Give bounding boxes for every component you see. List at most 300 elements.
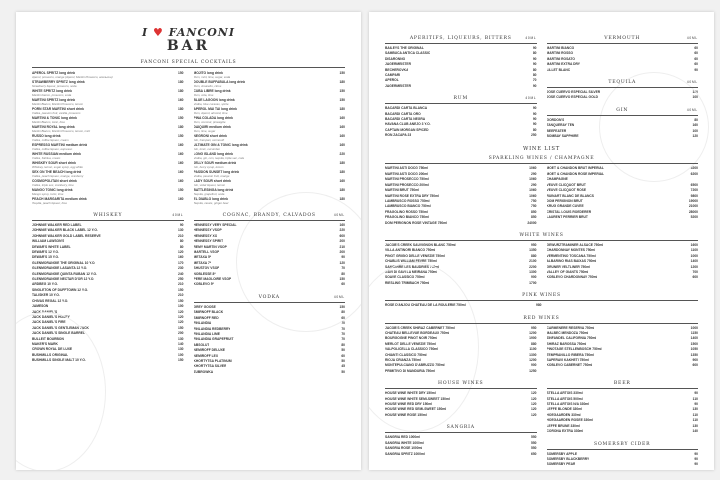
section-title: WHITE WINES xyxy=(385,231,698,241)
menu-item-name: MALBEC MENDOZA 750ml xyxy=(546,331,589,335)
menu-item-name: SINGLETON OF DUFFTOWN 12 Y.O. xyxy=(32,287,89,292)
menu-item-name: PORN STAR MARTINI short drink xyxy=(32,107,84,111)
menu-item-name: TANQUERAY TEN xyxy=(546,123,575,128)
menu-item-price: 90 xyxy=(532,62,537,67)
menu-item-price: 140 xyxy=(177,341,184,346)
menu-item-name: ULTIMATE GIN & TONIC long drink xyxy=(193,143,248,147)
menu-item-price: 60 xyxy=(694,51,698,56)
section-title: GIN xyxy=(616,107,629,113)
menu-item-price: 1200 xyxy=(690,264,698,269)
section-header xyxy=(32,211,184,221)
menu-item-name: DAIQUIRI medium drink xyxy=(193,125,231,129)
menu-item-price: 150 xyxy=(177,325,184,330)
menu-item-price: 1100 xyxy=(690,248,698,253)
menu-item-price: 28000 xyxy=(688,209,698,214)
menu-item xyxy=(194,282,346,287)
volume-label: 40ML xyxy=(686,36,698,40)
menu-item-name: MAKER'S MARK xyxy=(32,341,58,346)
menu-item-price: 90 xyxy=(341,255,345,260)
section-sparkling xyxy=(385,154,698,225)
menu-item-price: 250 xyxy=(530,133,537,138)
menu-item-price: 80 xyxy=(532,73,537,78)
menu-item-price: 80 xyxy=(341,342,345,347)
menu-item-price: 120 xyxy=(530,412,537,417)
menu-item-price: 130 xyxy=(177,336,184,341)
menu-item-price: 50 xyxy=(341,358,345,363)
menu-item-name: SANGRIA SPRITZ 1000ml xyxy=(385,451,425,456)
menu-item-name: GRUNER VELTLINER 750ml xyxy=(546,264,591,269)
menu-item-price: 90 xyxy=(179,223,184,227)
menu-item-price: 1060 xyxy=(529,166,537,171)
menu-item-price: 5200 xyxy=(690,215,698,220)
menu-item-name: SOMERSBY PEAR xyxy=(546,462,576,467)
menu-item xyxy=(385,281,537,286)
menu-item-price: 80 xyxy=(341,310,345,315)
section-signature-cocktails xyxy=(32,58,345,206)
menu-item-price: 60 xyxy=(341,282,345,287)
menu-item-price: 1700 xyxy=(529,280,537,285)
menu-item-name: ESPRESSO MARTINI medium drink xyxy=(32,143,88,147)
menu-item-name: CRISTAL LOUIS ROEDERER xyxy=(546,209,592,214)
menu-item-name: APEROL xyxy=(385,78,399,83)
menu-item-name: HOEGAARDEN 330ml xyxy=(546,412,581,417)
menu-item-name: SOAVE CLASSICO 750ml xyxy=(385,275,425,280)
menu-item-price: 180 xyxy=(177,125,184,129)
menu-item-name: KOBLEVO CHARDONNAY 750ml xyxy=(546,275,598,280)
menu-item-name: BLUE LAGOON long drink xyxy=(193,98,235,102)
section-title: HOUSE WINES xyxy=(385,379,537,389)
menu-item-price: 600 xyxy=(692,275,698,280)
menu-item-price: 160 xyxy=(177,170,184,174)
menu-item-name: METAXA 7* xyxy=(193,260,212,265)
menu-item-name: HOUSE WINE WHITE DRY 150ml xyxy=(385,391,436,396)
menu-item-name: LAMBRUSCO ROSSO 750ml xyxy=(385,198,430,203)
menu-item-price: 130 xyxy=(692,407,698,412)
menu-item-price: 90 xyxy=(694,67,698,72)
menu-item-name: SEX ON THE BEACH long drink xyxy=(32,170,82,174)
menu-item-name: JELLY SOUR medium drink xyxy=(193,161,237,165)
menu-item-price: 150 xyxy=(177,116,184,120)
heart-icon: ♥ xyxy=(152,26,164,39)
menu-item-price: 210 xyxy=(339,244,345,249)
menu-item-price: 160 xyxy=(339,134,345,138)
menu-item xyxy=(547,462,699,467)
menu-item-name: BACARDI CARTA ORO xyxy=(385,111,421,116)
menu-item-name: DISARONNO xyxy=(385,56,406,61)
menu-item-description: Vodka, coffee liqueur, espresso xyxy=(32,148,73,152)
menu-item-price: 70 xyxy=(341,331,345,336)
menu-item-price: 24000 xyxy=(527,220,537,225)
menu-item-description: Gin, berry syrup, lemon xyxy=(193,166,224,170)
menu-item-name: MARTINI EXTRA DRY xyxy=(546,62,580,67)
menu-item-name: MARTINI PROSECCO 200ml xyxy=(385,182,429,187)
section-header xyxy=(194,211,346,221)
menu-item-price: 1300 xyxy=(529,269,537,274)
menu-item xyxy=(547,363,699,368)
menu-item-name: JOHNNIE WALKER RED LABEL xyxy=(32,223,82,227)
menu-item-price: 180 xyxy=(177,89,184,93)
menu-item-price: 900 xyxy=(692,358,698,363)
menu-item-price: 150 xyxy=(339,277,345,282)
menu-item-description: Vodka, coffee liqueur, cream xyxy=(32,139,69,143)
menu-item-price: 290 xyxy=(530,182,537,187)
section-house-wines xyxy=(385,379,537,418)
menu-item-name: MARTINI & TONIC long drink xyxy=(32,116,77,120)
wine-list-title: WINE LIST xyxy=(522,146,561,153)
menu-item-price: 160 xyxy=(177,143,184,147)
menu-item-name: KRUG GRANDE CUVEE xyxy=(546,204,584,209)
menu-item-name: LADY SOUR short drink xyxy=(193,179,231,183)
menu-item-price: 1500 xyxy=(690,341,698,346)
menu-item-price: 60 xyxy=(694,62,698,67)
menu-item-name: JAGERMEISTER xyxy=(385,83,412,88)
menu-item-price: 5200 xyxy=(690,166,698,171)
volume-label: 40ML xyxy=(525,96,537,101)
menu-item-name: HOUSE WINE ROSE 150ml xyxy=(385,412,427,417)
menu-item-description: Whiskey, lemon, sugar syrup, egg white xyxy=(32,166,83,170)
menu-item-price: 90 xyxy=(694,402,698,407)
menu-item-name: VEUVE CLICQUOT BRUT xyxy=(546,182,586,187)
menu-item-name: JACK DANIEL'S FIRE xyxy=(32,320,66,325)
menu-item-price: 150 xyxy=(177,358,184,363)
menu-item-price: 1200 xyxy=(529,331,537,335)
section-title: SANGRIA xyxy=(385,423,537,433)
menu-item-name: SAPERAVI KAKHETI 750ml xyxy=(546,358,589,363)
menu-item-price: 80 xyxy=(532,67,537,72)
menu-item-price: 650 xyxy=(530,451,537,456)
menu-item-name: BOMBAY SAPPHIRE xyxy=(546,134,579,139)
menu-item-name: BACARDI CARTA NEGRA xyxy=(385,117,426,122)
menu-item-name: GREY GOOSE xyxy=(193,304,216,309)
volume-label: 40ML xyxy=(525,36,537,40)
menu-item-name: LONG ISLAND long drink xyxy=(193,152,234,156)
section-cider xyxy=(547,440,699,468)
menu-item-price: 160 xyxy=(339,223,345,227)
menu-item-name: APEROL MAI TAI long drink xyxy=(193,107,237,111)
menu-item-price: 60 xyxy=(341,315,345,320)
menu-item-price: 1050 xyxy=(690,347,698,352)
volume-label: 40ML xyxy=(686,80,698,85)
menu-item-name: DEWAR'S 15 Y.O. xyxy=(32,255,59,260)
menu-item-price: 200 xyxy=(339,250,345,255)
menu-item-price: 120 xyxy=(692,134,698,139)
menu-item-price: 1400 xyxy=(690,259,698,264)
menu-item-name: FRAGOLINO ROSSO 750ml xyxy=(385,209,428,214)
menu-item-name: JOHNNIE WALKER BLACK LABEL 12 Y.O. xyxy=(32,228,98,233)
menu-item-name: JACOB'S CREEK SHIRAZ CABERNET 750ml xyxy=(385,325,455,330)
menu-item-name: HENNESSY VSOP xyxy=(193,228,222,233)
menu-item-name: WILLIAM LAWSON'S xyxy=(32,239,65,244)
menu-item-name: MARTINI ROSSO xyxy=(546,51,574,56)
menu-item-price: 50 xyxy=(341,369,345,374)
menu-item-description: Vodka, passion fruit, vanilla, prosecco xyxy=(32,112,81,116)
section-header xyxy=(194,293,346,303)
menu-item-price: 60 xyxy=(694,56,698,61)
section-title: PINK WINES xyxy=(385,291,698,301)
menu-item-name: BECHEROVKA xyxy=(385,67,409,72)
menu-item-price: 1350 xyxy=(529,248,537,253)
menu-item-description: Rum, Amaretto, citrus xyxy=(193,85,222,89)
menu-item-name: BULLEIT BOURBON xyxy=(32,336,64,341)
menu-item-name: CHIANTI CLASSICO 750ml xyxy=(385,352,427,357)
menu-item-name: VERMENTINO TOSCANA 750ml xyxy=(546,253,596,258)
menu-item-name: REMY MARTIN VSOP xyxy=(193,244,227,249)
menu-item xyxy=(385,452,537,457)
menu-item-name: NEMIROFF DELUXE xyxy=(193,348,226,353)
menu-item-name: MARTINI ASTI DOCG 750ml xyxy=(385,166,429,171)
menu-item-price: 160 xyxy=(339,179,345,183)
menu-item-name: CAPTAIN MORGAN SPICED xyxy=(385,127,429,132)
menu-item-description: Martini bianco, prosecco, soda xyxy=(32,94,72,98)
menu-item-price: 100 xyxy=(177,304,184,309)
menu-item-description: Vodka, gin, rum, tequila, triple sec, cola xyxy=(193,157,244,161)
menu-item-price: 850 xyxy=(530,215,537,220)
menu-item-name: BUSHMILLS ORIGINAL xyxy=(32,352,69,357)
menu-item-description: Rum, mint, lime, sugar, soda xyxy=(193,76,231,80)
menu-item-name: MARTINI ASTI DOCG 200ml xyxy=(385,171,429,176)
section-title: SOMERSBY CIDER xyxy=(547,440,699,450)
menu-item-name: RUSSO long drink xyxy=(32,134,61,138)
menu-item-price: 1300 xyxy=(529,352,537,357)
section-aperitifs xyxy=(385,34,537,89)
menu-item-price: 550 xyxy=(530,435,537,440)
volume-label: 40ML xyxy=(333,294,345,299)
section-header xyxy=(385,34,537,44)
menu-item-name: HENNESSY XO xyxy=(193,233,218,238)
menu-item-name: SMIRNOFF BLACK xyxy=(193,310,224,315)
menu-item-name: HOUSE WINE RED SEMI-SWEET 150ml xyxy=(385,407,447,412)
menu-item-name: COSMOPOLITAN short drink xyxy=(32,179,77,183)
brand-text: I xyxy=(141,26,149,39)
menu-item-name: STELLA ARTOIS N/A 330ml xyxy=(546,402,590,407)
menu-item-name: PINOTAGE STELLENBOSCH 750ml xyxy=(546,347,602,352)
menu-item-price: 550 xyxy=(530,446,537,451)
menu-item-name: SANGRIA ROSE 1000ml xyxy=(385,446,423,451)
menu-item-price: 220 xyxy=(339,152,345,156)
menu-item-price: 180 xyxy=(339,197,345,201)
menu-item-price: 210 xyxy=(177,233,184,238)
menu-item-name: PEACH MARGARITA medium drink xyxy=(32,197,87,201)
section-title: RUM xyxy=(453,96,468,102)
menu-item-name: FINLANDIA xyxy=(193,321,212,326)
menu-item-name: GLENMORANGIE NECTAR D'OR 12 Y.O. xyxy=(32,277,95,282)
brand-text: FANCONI xyxy=(168,26,235,39)
menu-item-price: 100 xyxy=(692,90,698,95)
menu-item-description: Aperol, prosecco, orange (Aperol, Martini Prosecco, апельсин) xyxy=(32,76,113,80)
section-whiskey xyxy=(32,211,184,364)
menu-item-price: 250 xyxy=(177,277,184,282)
menu-item-description: Tequila, cassis, ginger beer xyxy=(193,202,229,206)
menu-item-name: JOHNNIE WALKER GOLD LABEL RESERVE xyxy=(32,233,101,238)
menu-item-name: GAVI DI GAVI LA MEIRANA 750ml xyxy=(385,269,438,274)
section-tequila xyxy=(547,78,699,101)
section-header xyxy=(547,78,699,88)
menu-item-name: CHATEAU BELLEVUE BORDEAUX 750ml xyxy=(385,331,450,335)
menu-item-price: 90 xyxy=(532,46,537,50)
menu-item-name: HAVANA CLUB ANEJO 3 Y.O. xyxy=(385,122,431,127)
menu-item-description: Martini Bianco, Martini Prosecco, lemon, mint xyxy=(32,130,90,134)
menu-page-left xyxy=(16,12,361,470)
menu-item-price: 550 xyxy=(530,440,537,445)
menu-item-price: 850 xyxy=(530,209,537,214)
menu-item xyxy=(385,221,537,226)
menu-item-price: 21000 xyxy=(688,204,698,209)
volume-label: 40ML xyxy=(333,213,345,217)
menu-item-price: 90 xyxy=(532,56,537,61)
section-header xyxy=(547,106,699,116)
menu-item-price: 80 xyxy=(341,271,345,276)
menu-item-price: 1600 xyxy=(690,242,698,247)
menu-item-name: RIOJA CRIANZA 750ml xyxy=(385,358,421,363)
menu-item-name: SANGRIA RED 1000ml xyxy=(385,435,421,440)
menu-item-price: 1060 xyxy=(529,193,537,198)
menu-item-price: 150 xyxy=(177,188,184,192)
section-title: FANCONI SPECIAL COCKTAILS xyxy=(32,58,345,68)
menu-item-name: PINOT GRIGIO DELLE VENEZIE 750ml xyxy=(385,253,445,258)
menu-item-name: SMIRNOFF RED xyxy=(193,315,219,320)
menu-item-name: MARTINI PROSECCO 750ml xyxy=(385,177,429,182)
menu-item-price: 1250 xyxy=(529,368,537,373)
menu-item-name: SANGRIA WHITE 1000ml xyxy=(385,440,424,445)
menu-item-description: Gin, violet liqueur, lemon xyxy=(193,184,226,188)
menu-item-name: LEFFE BRUNE 330ml xyxy=(546,423,580,428)
menu-item-name: GEWURZTRAMINER ALSACE 750ml xyxy=(546,242,604,247)
menu-item-name: BACARDI CARTA BLANCA xyxy=(385,106,428,111)
menu-item-name: VILLA ANTINORI BIANCO 750ml xyxy=(385,248,436,253)
menu-item-price: 130 xyxy=(177,347,184,352)
menu-item-name: JACK DANIEL'S SINGLE BARREL xyxy=(32,331,85,336)
section-vodka xyxy=(194,293,346,375)
menu-item-price: 150 xyxy=(177,134,184,138)
menu-item-price: 160 xyxy=(339,143,345,147)
menu-item-price: 70 xyxy=(532,78,537,83)
menu-item-name: APEROL SPRITZ long drink xyxy=(32,71,76,75)
volume-label: 40ML xyxy=(686,107,698,112)
menu-item-name: CUBA LIBRE long drink xyxy=(193,89,231,93)
menu-item-price: 210 xyxy=(177,282,184,287)
menu-item-price: 180 xyxy=(339,80,345,84)
section-beer xyxy=(547,379,699,434)
menu-item-name: STRAWBERRY SPRITZ long drink xyxy=(32,80,85,84)
menu-item-name: LILLET BLANC xyxy=(546,67,571,72)
menu-item xyxy=(547,429,699,434)
menu-item-price: 120 xyxy=(177,320,184,325)
menu-item-price: 1060 xyxy=(529,188,537,193)
menu-item-name: BATTLESINGA long drink xyxy=(193,188,234,192)
menu-item-price: 160 xyxy=(177,179,184,183)
menu-item-name: SANCERRE LES BAUDRIES 750ml xyxy=(385,264,440,269)
menu-item-description: Tequila, grapefruit, soda xyxy=(193,193,225,197)
menu-item-name: HENNESSY SPIRIT xyxy=(193,239,224,244)
menu-item-price: 1350 xyxy=(690,352,698,357)
menu-item xyxy=(194,370,346,375)
menu-item xyxy=(547,134,699,139)
menu-item-name: PINA COLADA long drink xyxy=(193,116,233,120)
menu-item-name: MERLOT DELLE VENEZIE 750ml xyxy=(385,341,436,346)
menu-item-name: SOMERSBY APPLE xyxy=(546,451,578,456)
menu-item-price: 180 xyxy=(177,80,184,84)
menu-item-name: DOUBLE BUFFABULA long drink xyxy=(193,80,246,84)
section-vermouth xyxy=(547,34,699,73)
menu-item-description: Rum, Aperol, almond, lime xyxy=(193,112,228,116)
section-title: WHISKEY xyxy=(93,213,123,218)
menu-item-name: CHARDONNAY MONTES 750ml xyxy=(546,248,596,253)
menu-item-price: 100 xyxy=(177,352,184,357)
menu-item-price: 150 xyxy=(339,89,345,93)
menu-item-price: 150 xyxy=(177,71,184,75)
menu-item-price: 90 xyxy=(694,462,698,467)
menu-item-name: SAMBUCA ANTICA CLASSIC xyxy=(385,51,431,56)
section-title: BEER xyxy=(547,379,699,389)
menu-item-price: 180 xyxy=(339,188,345,192)
menu-page-right xyxy=(369,12,714,470)
menu-item-description: Rum, cola, lime xyxy=(193,94,214,98)
menu-item-description: Rum, coconut, pineapple xyxy=(193,121,226,125)
menu-item-price: 220 xyxy=(339,228,345,233)
menu-item-name: PASSION SUNSET long drink xyxy=(193,170,240,174)
menu-item-price: 9800 xyxy=(690,193,698,198)
section-title: VERMOUTH xyxy=(604,36,641,41)
menu-item-name: GLENMORANGIE LASANTA 12 Y.O. xyxy=(32,266,88,271)
menu-item-price: 90 xyxy=(694,391,698,396)
menu-item-name: PERE MAGLOIRE VSOP xyxy=(193,277,232,282)
menu-item-name: RIESLING TRIMBACH 750ml xyxy=(385,280,430,285)
menu-item-price: 45 xyxy=(341,364,345,369)
menu-item-name: NEGRONI short drink xyxy=(193,134,228,138)
section-header xyxy=(547,34,699,44)
menu-item-price: 2100 xyxy=(529,259,537,264)
menu-item-name: BOURGOGNE PINOT NOIR 750ml xyxy=(385,336,438,341)
menu-item-name: NEMIROFF LEX xyxy=(193,353,219,358)
menu-item-name: ZINFANDEL CALIFORNIA 750ml xyxy=(546,336,597,341)
menu-item-name: JAMESON xyxy=(32,304,49,309)
menu-item-price: 200 xyxy=(177,331,184,336)
menu-item-name: WHITE SPRITZ long drink xyxy=(32,89,73,93)
section-title: APERITIFS, LIQUEURS, BITTERS xyxy=(409,36,512,41)
menu-item-price: 200 xyxy=(339,239,345,244)
menu-item-name: MARTINI BRUT 750ml xyxy=(385,188,420,193)
menu-item-price: 70 xyxy=(341,326,345,331)
menu-item-name: CAMPARI xyxy=(385,73,401,78)
menu-item-name: SOMERSBY BLACKBERRY xyxy=(546,456,590,461)
menu-item-name: WHITE RUSSIAN medium drink xyxy=(32,152,81,156)
menu-item-name: SHIRAZ BAROSSA 750ml xyxy=(546,341,587,346)
menu-item-description: Vodka, triple sec, cranberry, lime xyxy=(32,184,74,188)
menu-item-price: 120 xyxy=(177,314,184,319)
menu-item-name: MARTINI SPRITZ long drink xyxy=(32,98,76,102)
section-sangria xyxy=(385,423,537,457)
menu-item-name: ABSOLUT xyxy=(193,342,210,347)
menu-item-name: CORONA EXTRA 330ml xyxy=(546,429,584,434)
menu-item-price: 140 xyxy=(692,429,698,434)
menu-item-price: 900 xyxy=(530,275,537,280)
menu-item-description: Vodka, peach liqueur, orange, cranberry xyxy=(32,175,84,179)
menu-item-name: KHORTYTSA PLATINUM xyxy=(193,358,232,363)
menu-item-price: 90 xyxy=(694,451,698,456)
menu-item xyxy=(547,95,699,100)
menu-item-price: 60 xyxy=(341,353,345,358)
menu-item-description: Mango syrup, tonic, lime xyxy=(32,193,64,197)
menu-item-price: 1100 xyxy=(529,347,537,352)
section-title: VODKA xyxy=(258,294,280,300)
cocktail-column xyxy=(32,71,184,206)
menu-item-name: FRAGOLINO BIANCO 750ml xyxy=(385,215,429,220)
menu-item-name: HENNESSY VERY SPECIAL xyxy=(193,223,237,227)
menu-item-price: 130 xyxy=(692,423,698,428)
section-title: RED WINES xyxy=(385,314,698,324)
menu-item xyxy=(385,84,537,89)
menu-item-name: EL DIABLO long drink xyxy=(193,197,229,201)
